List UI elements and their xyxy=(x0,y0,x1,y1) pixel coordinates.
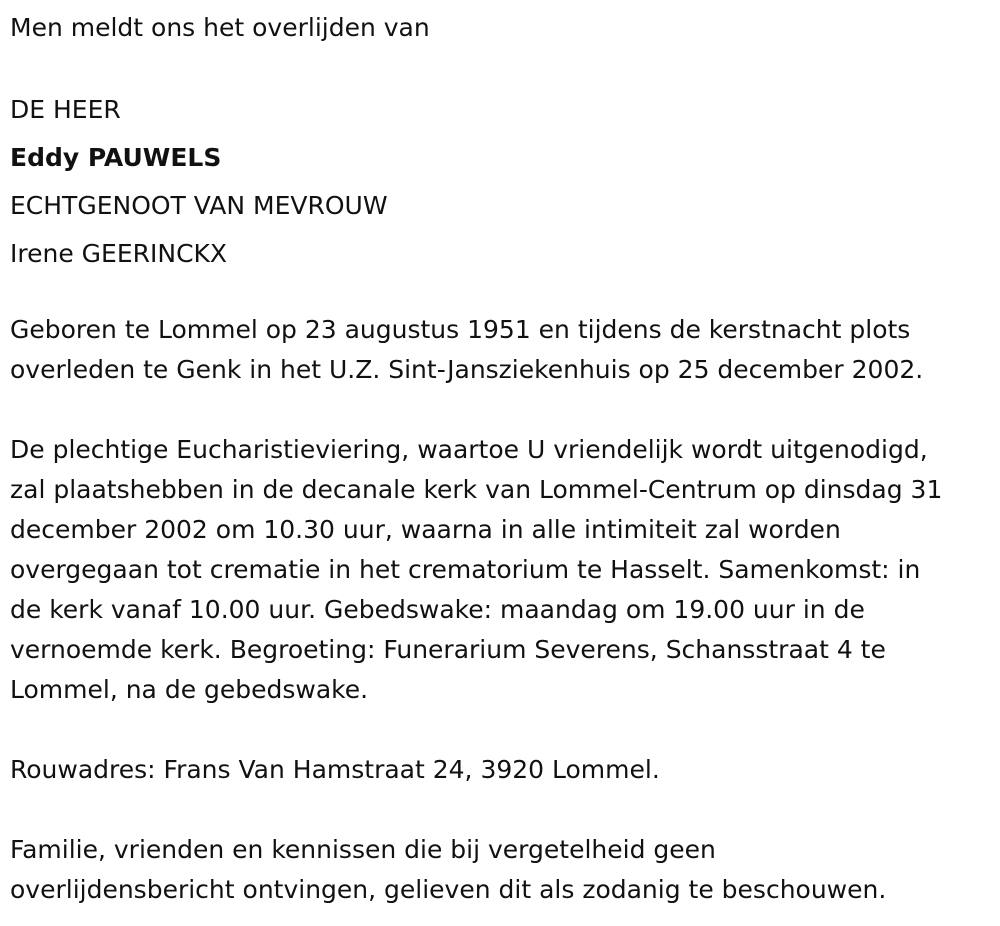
paragraph-line: overgegaan tot crematie in het crematorium te Hasselt. Samenkomst: in xyxy=(10,555,921,584)
deceased-name: Eddy PAUWELS xyxy=(10,143,222,172)
ceremony-paragraph xyxy=(10,430,942,710)
relation-text: ECHTGENOOT VAN MEVROUW xyxy=(10,191,388,220)
birth-death-paragraph xyxy=(10,310,923,390)
paragraph-line: de kerk vanaf 10.00 uur. Gebedswake: maandag om 19.00 uur in de xyxy=(10,595,865,624)
paragraph-line: Familie, vrienden en kennissen die bij vergetelheid geen xyxy=(10,835,716,864)
address-paragraph xyxy=(10,750,660,790)
intro-text: Men meldt ons het overlijden van xyxy=(10,13,430,42)
paragraph-line: overlijdensbericht ontvingen, gelieven dit als zodanig te beschouwen. xyxy=(10,875,887,904)
paragraph-line: Geboren te Lommel op 23 augustus 1951 en tijdens de kerstnacht plots xyxy=(10,315,911,344)
paragraph-line: overleden te Genk in het U.Z. Sint-Jansziekenhuis op 25 december 2002. xyxy=(10,355,924,384)
paragraph-line: De plechtige Eucharistieviering, waartoe U vriendelijk wordt uitgenodigd, xyxy=(10,435,928,464)
paragraph-line: vernoemde kerk. Begroeting: Funerarium Severens, Schansstraat 4 te xyxy=(10,635,886,664)
paragraph-line: Lommel, na de gebedswake. xyxy=(10,675,369,704)
closing-paragraph xyxy=(10,830,886,910)
paragraph-line: zal plaatshebben in de decanale kerk van Lommel-Centrum op dinsdag 31 xyxy=(10,475,943,504)
paragraph-line: december 2002 om 10.30 uur, waarna in alle intimiteit zal worden xyxy=(10,515,841,544)
mourning-address: Rouwadres: Frans Van Hamstraat 24, 3920 Lommel. xyxy=(10,755,660,784)
deceased-block xyxy=(10,86,388,278)
honorific: DE HEER xyxy=(10,95,121,124)
spouse-name: Irene GEERINCKX xyxy=(10,239,228,268)
